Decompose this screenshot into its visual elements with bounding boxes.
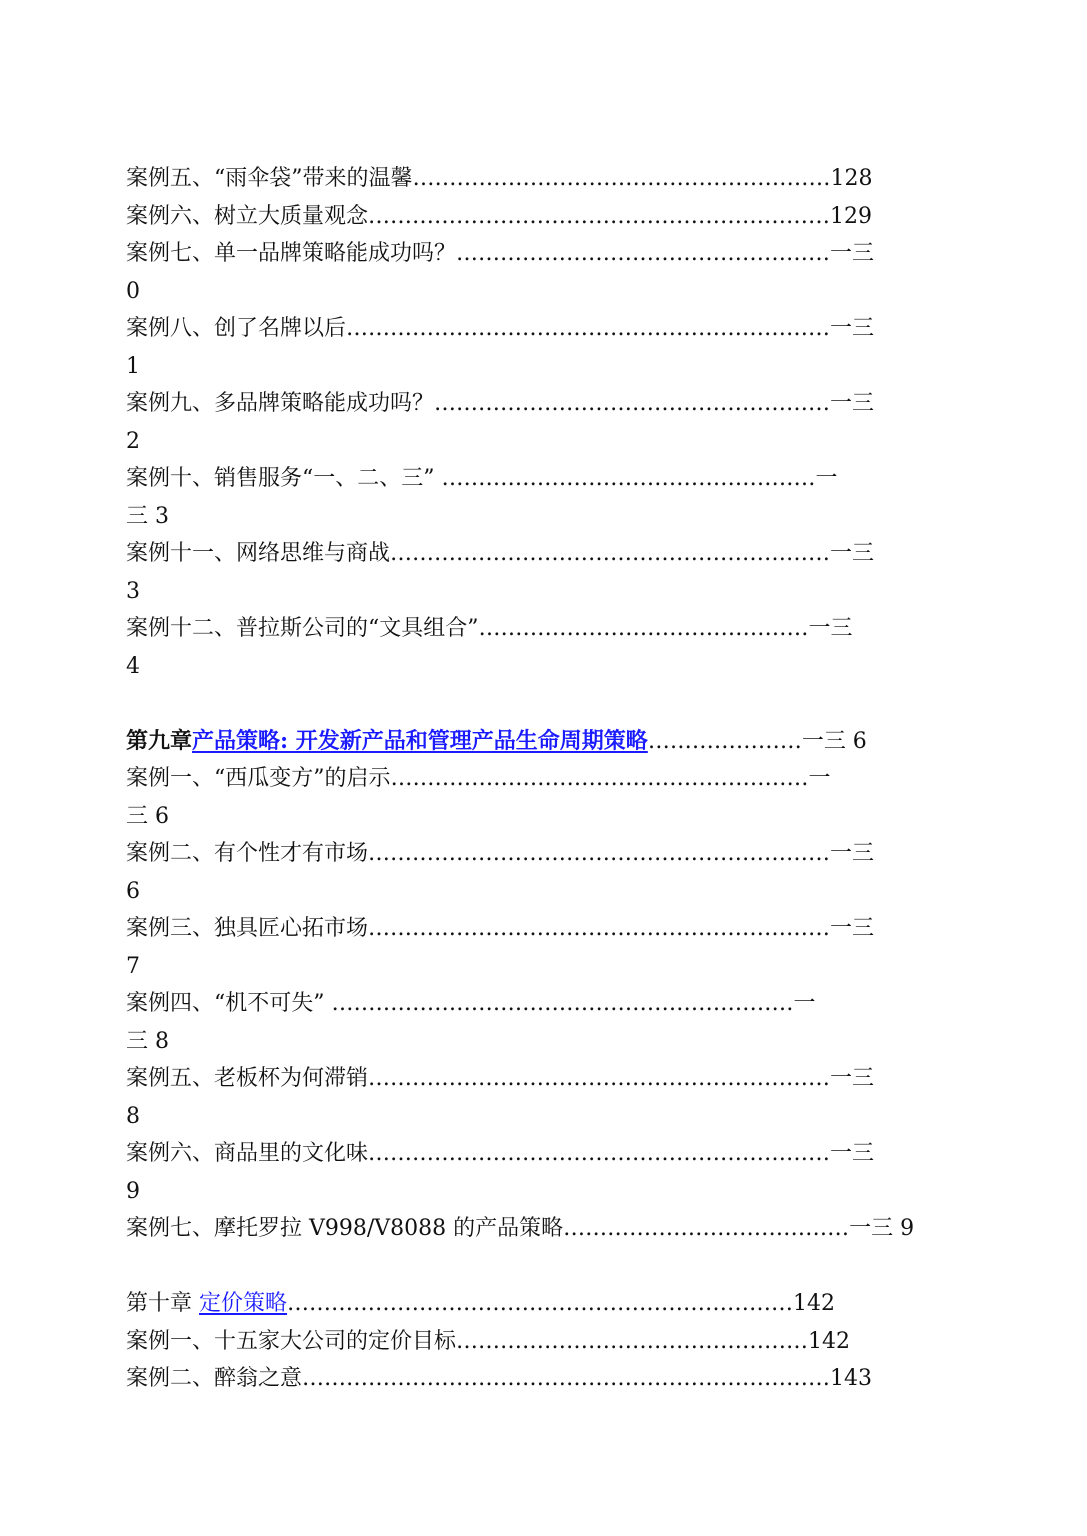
toc-entry: 案例八、创了名牌以后…………………………………………………………一三 bbox=[126, 316, 875, 341]
toc-entry: 案例九、多品牌策略能成功吗？………………………………………………一三 bbox=[126, 391, 875, 416]
toc-entry: 案例六、商品里的文化味………………………………………………………一三 bbox=[126, 1141, 875, 1166]
toc-entry-continuation: 三 6 bbox=[126, 803, 169, 829]
toc-entry: 案例二、有个性才有市场………………………………………………………一三 bbox=[126, 841, 875, 866]
section-spacer bbox=[126, 1248, 971, 1286]
toc-entry-continuation: 1 bbox=[126, 353, 140, 379]
chapter-title-link[interactable]: 定价策略 bbox=[199, 1291, 288, 1316]
toc-entry: 案例一、十五家大公司的定价目标…………………………………………142 bbox=[126, 1328, 850, 1354]
chapter-number: 第十章 bbox=[126, 1291, 199, 1316]
chapter-title-link[interactable]: 产品策略: 开发新产品和管理产品生命周期策略 bbox=[192, 727, 648, 754]
toc-entry: 案例五、“雨伞袋”带来的温馨…………………………………………………128 bbox=[126, 166, 873, 191]
toc-entry: 案例四、“机不可失” ………………………………………………………一 bbox=[126, 991, 816, 1016]
toc-entry: 案例六、树立大质量观念………………………………………………………129 bbox=[126, 203, 872, 229]
toc-entry-continuation: 三 8 bbox=[126, 1028, 169, 1054]
section-spacer bbox=[126, 685, 971, 723]
toc-entry: 案例一、“西瓜变方”的启示…………………………………………………一 bbox=[126, 766, 831, 791]
toc-entry: 案例五、老板杯为何滞销………………………………………………………一三 bbox=[126, 1066, 875, 1091]
toc-entry-continuation: 3 bbox=[126, 578, 140, 604]
toc-entry: 案例十二、普拉斯公司的“文具组合”………………………………………一三 bbox=[126, 616, 853, 641]
toc-entry: 案例十、销售服务“一、二、三” ……………………………………………一 bbox=[126, 466, 838, 491]
chapter-page-leader: ……………………………………………………………142 bbox=[287, 1291, 836, 1316]
toc-entry-continuation: 8 bbox=[126, 1103, 140, 1129]
toc-entry-continuation: 0 bbox=[126, 278, 140, 304]
toc-entry-continuation: 7 bbox=[126, 953, 140, 979]
chapter-page-leader: …………………一三 6 bbox=[647, 728, 867, 754]
chapter-number: 第九章 bbox=[126, 727, 193, 754]
chapter-heading-10 bbox=[126, 1285, 971, 1323]
toc-entry-continuation: 2 bbox=[126, 428, 140, 454]
toc-entry: 案例七、摩托罗拉 V998/V8088 的产品策略…………………………………一三 9 bbox=[126, 1216, 915, 1241]
toc-entry: 案例七、单一品牌策略能成功吗？……………………………………………一三 bbox=[126, 241, 875, 266]
table-of-contents bbox=[126, 160, 971, 1398]
toc-entry: 案例三、独具匠心拓市场………………………………………………………一三 bbox=[126, 916, 875, 941]
toc-entry-continuation: 6 bbox=[126, 878, 140, 904]
toc-entry: 案例十一、网络思维与商战……………………………………………………一三 bbox=[126, 541, 875, 566]
toc-entry-continuation: 4 bbox=[126, 653, 140, 679]
chapter-heading-9 bbox=[126, 723, 971, 761]
toc-entry-continuation: 9 bbox=[126, 1178, 140, 1204]
toc-entry-continuation: 三 3 bbox=[126, 503, 169, 529]
toc-entry: 案例二、醉翁之意………………………………………………………………143 bbox=[126, 1366, 872, 1391]
